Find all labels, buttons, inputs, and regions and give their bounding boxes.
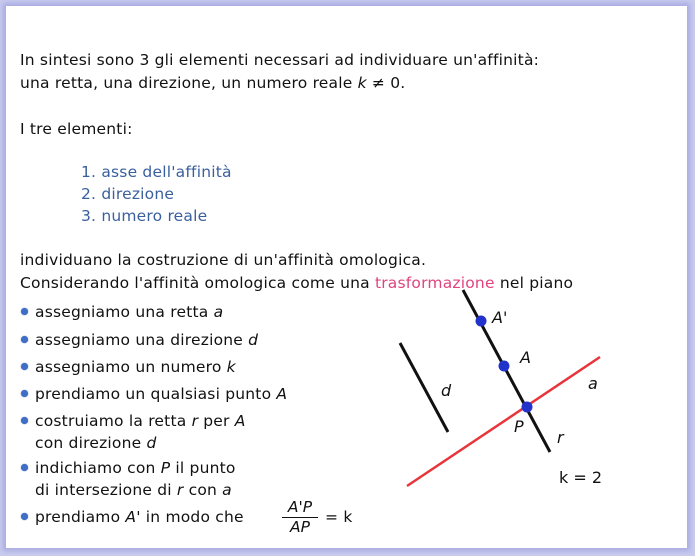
- step-text: per: [198, 412, 235, 430]
- trasformazione-link[interactable]: trasformazione: [374, 274, 495, 292]
- summary-line-2-end: nel piano: [494, 274, 574, 292]
- step-var: r: [191, 412, 199, 430]
- step-text: assegniamo un numero: [35, 358, 227, 376]
- elements-heading: I tre elementi:: [20, 120, 133, 138]
- step-var: A': [125, 508, 141, 526]
- step-var: A: [276, 385, 288, 403]
- label-p: P: [514, 417, 524, 436]
- step-text: con: [183, 481, 223, 499]
- step-var: k: [226, 358, 236, 376]
- point-a: [499, 361, 510, 372]
- ratio-numerator: A'P: [287, 498, 313, 516]
- point-p: [522, 402, 533, 413]
- step-text: prendiamo un qualsiasi punto: [35, 385, 277, 403]
- step-text: prendiamo: [35, 508, 126, 526]
- element-item-3: 3. numero reale: [81, 207, 208, 225]
- step-var: a: [213, 303, 224, 321]
- step-text: assegniamo una retta: [35, 303, 214, 321]
- ratio-denominator: AP: [290, 518, 310, 536]
- label-a-point: A: [520, 348, 531, 367]
- step-text: il punto: [170, 459, 236, 477]
- step-text: in modo che: [140, 508, 244, 526]
- step-text: costruiamo la retta: [35, 412, 192, 430]
- step-text: con direzione: [35, 434, 147, 452]
- step-text: di intersezione di: [35, 481, 177, 499]
- summary-line-2-text: Considerando l'affinità omologica come una: [20, 274, 375, 292]
- step-var: P: [160, 459, 171, 477]
- step-var: A: [234, 412, 246, 430]
- point-a-prime: [476, 316, 487, 327]
- label-a-prime: A': [492, 308, 508, 327]
- neq-zero: ≠ 0.: [366, 74, 406, 92]
- step-var: a: [222, 481, 232, 499]
- step-text: assegniamo una direzione: [35, 331, 249, 349]
- step-text: indichiamo con: [35, 459, 161, 477]
- k-symbol: k: [357, 74, 367, 92]
- step-var: d: [248, 331, 259, 349]
- label-a-line: a: [588, 374, 598, 393]
- step-var: d: [146, 434, 157, 452]
- label-d: d: [441, 381, 452, 400]
- ratio-equals: = k: [325, 508, 353, 526]
- intro-line-1: In sintesi sono 3 gli elementi necessari ad individuare un'affinità:: [20, 51, 540, 69]
- line-a: [407, 357, 603, 487]
- intro-line-2-text: una retta, una direzione, un numero reale: [20, 74, 358, 92]
- label-r: r: [557, 428, 564, 447]
- label-k-value: k = 2: [559, 468, 603, 487]
- element-item-2: 2. direzione: [81, 185, 175, 203]
- summary-line-1: individuano la costruzione di un'affinità omologica.: [20, 251, 427, 269]
- step-var: r: [176, 481, 184, 499]
- element-item-1: 1. asse dell'affinità: [81, 163, 232, 181]
